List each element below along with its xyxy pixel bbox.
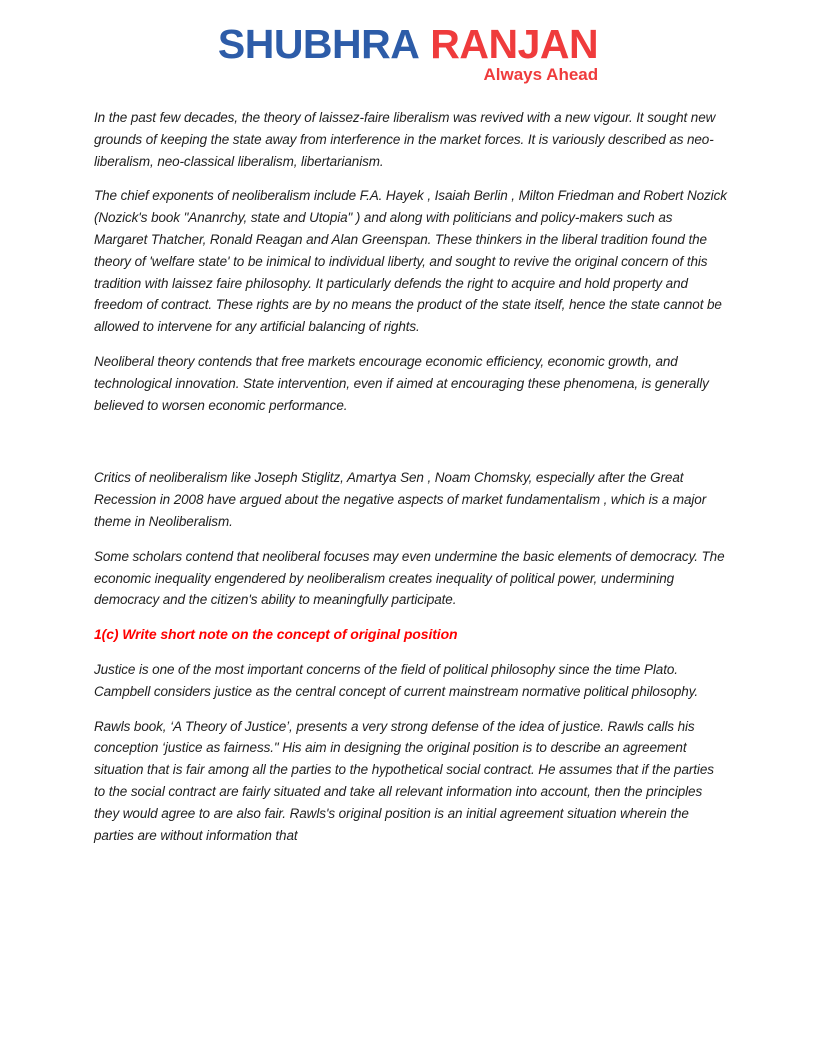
brand-name-secondary: RANJAN — [430, 21, 599, 67]
brand-name-primary: SHUBHRA — [217, 21, 420, 67]
brand-name-space — [419, 21, 430, 67]
brand-logo-inner — [217, 21, 599, 84]
brand-logo — [0, 0, 816, 85]
paragraph-intro-3: Neoliberal theory contends that free markets encourage economic efficiency, economic growth, and technological innovation. State intervention, even if aimed at encouraging these phenomena, is generally believed to worsen economic performance. — [94, 353, 709, 413]
question-heading: 1(c) Write short note on the concept of original position — [94, 626, 458, 643]
document-body — [94, 107, 728, 846]
paragraph-answer-2: Rawls book, ‘A Theory of Justice’, presents a very strong defense of the idea of justice. Rawls calls his conception ‘justice as fairness." His aim in designing the original position is to describe an agreement situation that is fair among all the parties to the hypothetical social contract. He assumes that if the parties to the social contract are fairly situated and take all relevant information into account, then the principles they would agree to are also fair. Rawls's original position is an initial agreement situation wherein the parties are without information that — [94, 718, 714, 843]
paragraph-intro-5: Some scholars contend that neoliberal focuses may even undermine the basic elements of democracy. The economic inequality engendered by neoliberalism creates inequality of political power, undermining democracy and the citizen's ability to meaningfully participate. — [94, 548, 725, 608]
paragraph-intro-2: The chief exponents of neoliberalism include F.A. Hayek , Isaiah Berlin , Milton Friedman and Robert Nozick (Nozick's book "Ananrchy, state and Utopia" ) and along with politicians and policy-makers such as Margaret Thatcher, Ronald Reagan and Alan Greenspan. These thinkers in the liberal tradition found the theory of 'welfare state' to be inimical to individual liberty, and sought to revive the original concern of this tradition with laissez faire philosophy. It particularly defends the right to acquire and hold property and freedom of contract. These rights are by no means the product of the state itself, hence the state cannot be allowed to intervene for any artificial balancing of rights. — [94, 188, 727, 335]
paragraph-answer-1: Justice is one of the most important concerns of the field of political philosophy since the time Plato. Campbell considers justice as the central concept of current mainstream normative political philosophy. — [94, 661, 698, 699]
brand-tagline: Always Ahead — [483, 65, 599, 84]
paragraph-intro-1: In the past few decades, the theory of laissez-faire liberalism was revived with a new vigour. It sought new grounds of keeping the state away from interference in the market forces. It is variously described as neo-liberalism, neo-classical liberalism, libertarianism. — [94, 110, 716, 169]
paragraph-intro-4: Critics of neoliberalism like Joseph Stiglitz, Amartya Sen , Noam Chomsky, especially after the Great Recession in 2008 have argued about the negative aspects of market fundamentalism , which is a major theme in Neoliberalism. — [94, 470, 707, 529]
brand-name — [217, 21, 599, 67]
